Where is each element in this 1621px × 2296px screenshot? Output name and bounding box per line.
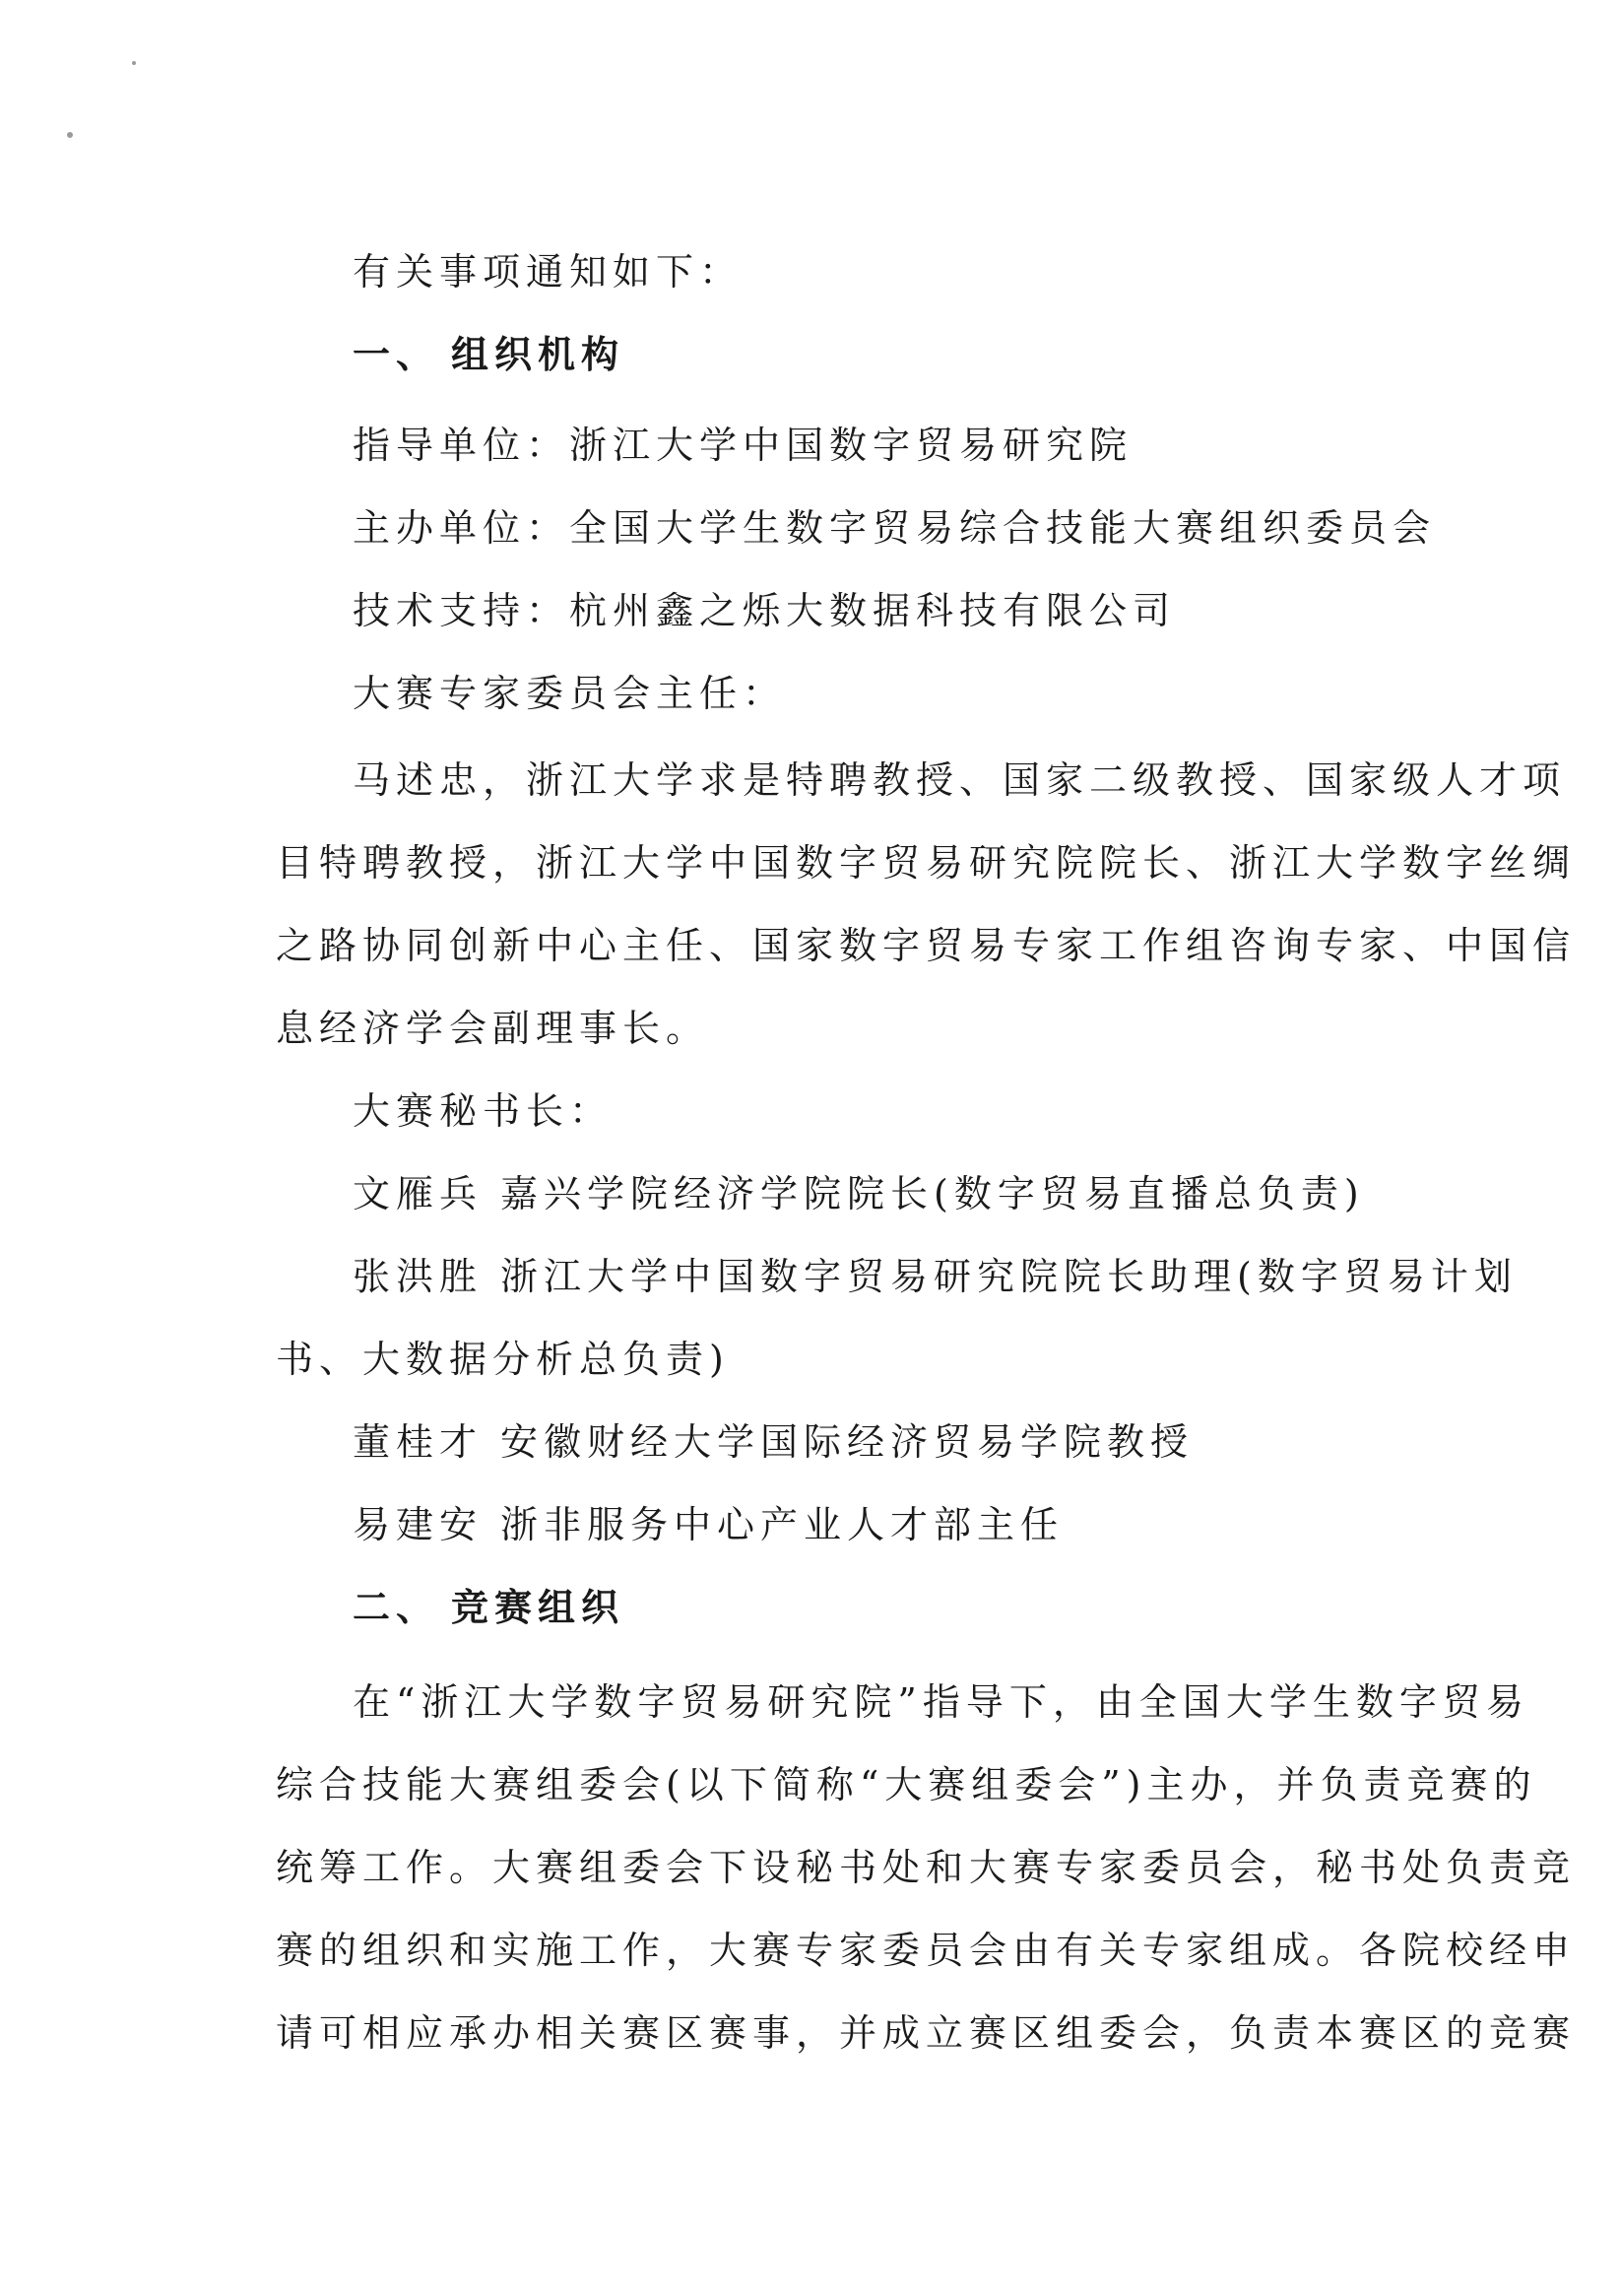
scan-speck <box>67 132 73 138</box>
text-line: 主办单位：全国大学生数字贸易综合技能大赛组织委员会 <box>353 506 1437 550</box>
competition-paragraph-line <box>276 1761 1537 1808</box>
person-name: 文雁兵 <box>353 1172 484 1215</box>
section-heading-competition <box>353 1584 1456 1631</box>
text-line: 统筹工作。大赛组委会下设秘书处和大赛专家委员会，秘书处负责竞 <box>276 1846 1577 1889</box>
text-line: 大赛专家委员会主任： <box>353 672 787 715</box>
text-line: 息经济学会副理事长。 <box>276 1007 710 1050</box>
chair-paragraph-line <box>276 1005 1379 1052</box>
text-line: 大赛秘书长： <box>353 1089 614 1133</box>
section-heading-organization <box>353 331 1456 378</box>
section-number: 二、 <box>353 1586 440 1629</box>
text-line: 请可相应承办相关赛区赛事，并成立赛区组委会，负责本赛区的竞赛 <box>276 2011 1577 2055</box>
scan-speck <box>132 61 136 65</box>
intro-line <box>353 248 1456 295</box>
text-line: 目特聘教授，浙江大学中国数字贸易研究院院长、浙江大学数字丝绸 <box>276 841 1577 885</box>
section-number: 一、 <box>353 333 440 376</box>
competition-paragraph-line <box>276 2009 1577 2057</box>
secretary-general-label <box>353 1087 1456 1135</box>
guidance-unit <box>353 422 1456 469</box>
person-name: 易建安 <box>353 1503 484 1546</box>
text-line: 有关事项通知如下： <box>353 250 744 294</box>
secretary-entry <box>353 1501 1456 1548</box>
chair-paragraph-line <box>276 839 1577 886</box>
text-line: 赛的组织和实施工作，大赛专家委员会由有关专家组成。各院校经申 <box>276 1929 1577 1972</box>
section-title: 组织机构 <box>451 333 625 376</box>
secretary-entry <box>353 1170 1456 1217</box>
text-line: 马述忠，浙江大学求是特聘教授、国家二级教授、国家级人才项 <box>353 758 1567 802</box>
tech-support <box>353 587 1456 634</box>
host-unit <box>353 504 1456 552</box>
secretary-entry <box>353 1418 1456 1466</box>
text-line: 技术支持：杭州鑫之烁大数据科技有限公司 <box>353 589 1177 632</box>
text-line: 指导单位：浙江大学中国数字贸易研究院 <box>353 424 1134 467</box>
person-title: 嘉兴学院经济学院院长(数字贸易直播总负责) <box>500 1172 1365 1215</box>
person-title: 浙非服务中心产业人才部主任 <box>500 1503 1065 1546</box>
chair-paragraph-line <box>353 756 1567 804</box>
person-name: 董桂才 <box>353 1420 484 1464</box>
text-line: 书、大数据分析总负责) <box>276 1338 730 1381</box>
text-line: 之路协同创新中心主任、国家数字贸易专家工作组咨询专家、中国信 <box>276 924 1577 967</box>
secretary-entry <box>353 1253 1518 1300</box>
person-title: 浙江大学中国数字贸易研究院院长助理(数字贸易计划 <box>500 1255 1518 1298</box>
committee-chair-label <box>353 670 1456 717</box>
section-title: 竞赛组织 <box>451 1586 625 1629</box>
text-line: 在“浙江大学数字贸易研究院”指导下，由全国大学生数字贸易 <box>353 1680 1529 1724</box>
person-name: 张洪胜 <box>353 1255 484 1298</box>
chair-paragraph-line <box>276 922 1577 969</box>
secretary-entry-continuation <box>276 1336 1379 1383</box>
person-title: 安徽财经大学国际经济贸易学院教授 <box>500 1420 1195 1464</box>
competition-paragraph-line <box>276 1927 1577 1974</box>
competition-paragraph-line <box>353 1678 1529 1726</box>
competition-paragraph-line <box>276 1844 1577 1891</box>
text-line: 综合技能大赛组委会(以下简称“大赛组委会”)主办，并负责竞赛的 <box>276 1763 1537 1806</box>
